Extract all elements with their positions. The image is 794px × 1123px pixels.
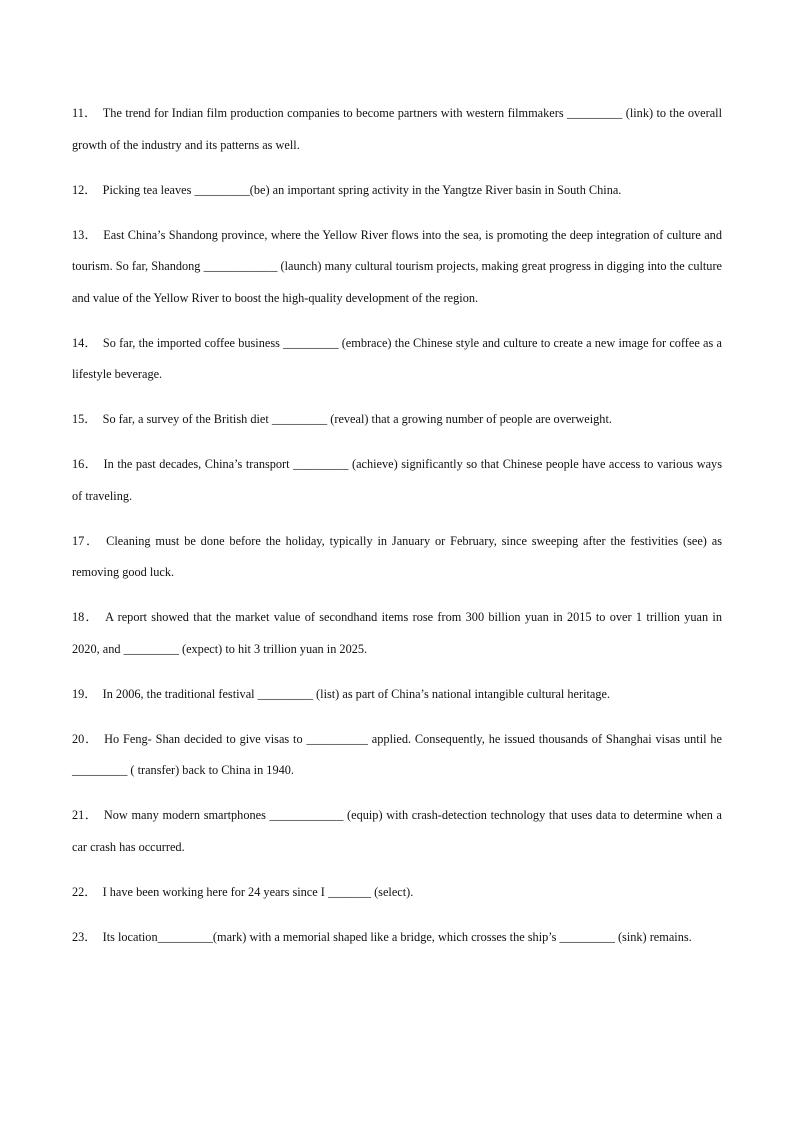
question-18 [72,602,722,665]
question-text: Picking tea leaves _________(be) an important spring activity in the Yangtze River basin in South China. [102,182,622,197]
question-14 [72,328,722,391]
question-number: 19． [72,686,97,701]
question-text: Now many modern smartphones ____________ (equip) with crash-detection technology that uses data to determine when a car crash has occurred. [72,808,722,854]
question-17 [72,526,722,589]
question-number: 12． [72,182,97,197]
question-text: East China’s Shandong province, where the Yellow River flows into the sea, is promoting the deep integration of culture and tourism. So far, Shandong ____________ (launch) many cultural tourism projects, making great progress in digging into the culture and value of the Yellow River to boost the high-quality development of the region. [72,227,722,305]
question-number: 18． [72,610,100,624]
question-text: The trend for Indian film production companies to become partners with western filmmakers _________ (link) to the overall growth of the industry and its patterns as well. [72,106,722,152]
question-number: 14． [72,335,97,350]
question-number: 20． [72,731,99,746]
question-text: So far, the imported coffee business _________ (embrace) the Chinese style and culture to create a new image for coffee as a lifestyle beverage. [72,335,722,381]
question-text: Ho Feng- Shan decided to give visas to __________ applied. Consequently, he issued thousands of Shanghai visas until he _________ ( transfer) back to China in 1940. [72,731,722,777]
question-number: 21． [72,808,98,822]
question-list [72,98,722,967]
question-text: So far, a survey of the British diet _________ (reveal) that a growing number of people are overweight. [102,412,612,426]
question-number: 11． [72,106,97,120]
question-text: Cleaning must be done before the holiday, typically in January or February, since sweeping after the festivities (see) as removing good luck. [72,533,722,579]
question-21 [72,800,722,863]
question-text: Its location_________(mark) with a memorial shaped like a bridge, which crosses the ship’s _________ (sink) remains. [102,929,692,944]
question-number: 23． [72,929,97,944]
question-text: In 2006, the traditional festival _________ (list) as part of China’s national intangible cultural heritage. [102,686,611,701]
question-23 [72,922,722,954]
question-22 [72,877,722,909]
question-12 [72,175,722,207]
question-number: 17． [72,533,101,548]
question-number: 16． [72,457,98,471]
question-15 [72,404,722,436]
question-text: I have been working here for 24 years since I _______ (select). [102,884,414,899]
question-16 [72,449,722,512]
question-20 [72,724,722,787]
question-text: A report showed that the market value of secondhand items rose from 300 billion yuan in 2015 to over 1 trillion yuan in 2020, and _________ (expect) to hit 3 trillion yuan in 2025. [72,610,722,656]
question-13 [72,220,722,315]
question-number: 22． [72,884,97,899]
question-text: In the past decades, China’s transport _________ (achieve) significantly so that Chinese people have access to various ways of traveling. [72,457,722,503]
question-number: 15． [72,412,97,426]
question-19 [72,679,722,711]
question-11 [72,98,722,161]
question-number: 13． [72,227,98,242]
